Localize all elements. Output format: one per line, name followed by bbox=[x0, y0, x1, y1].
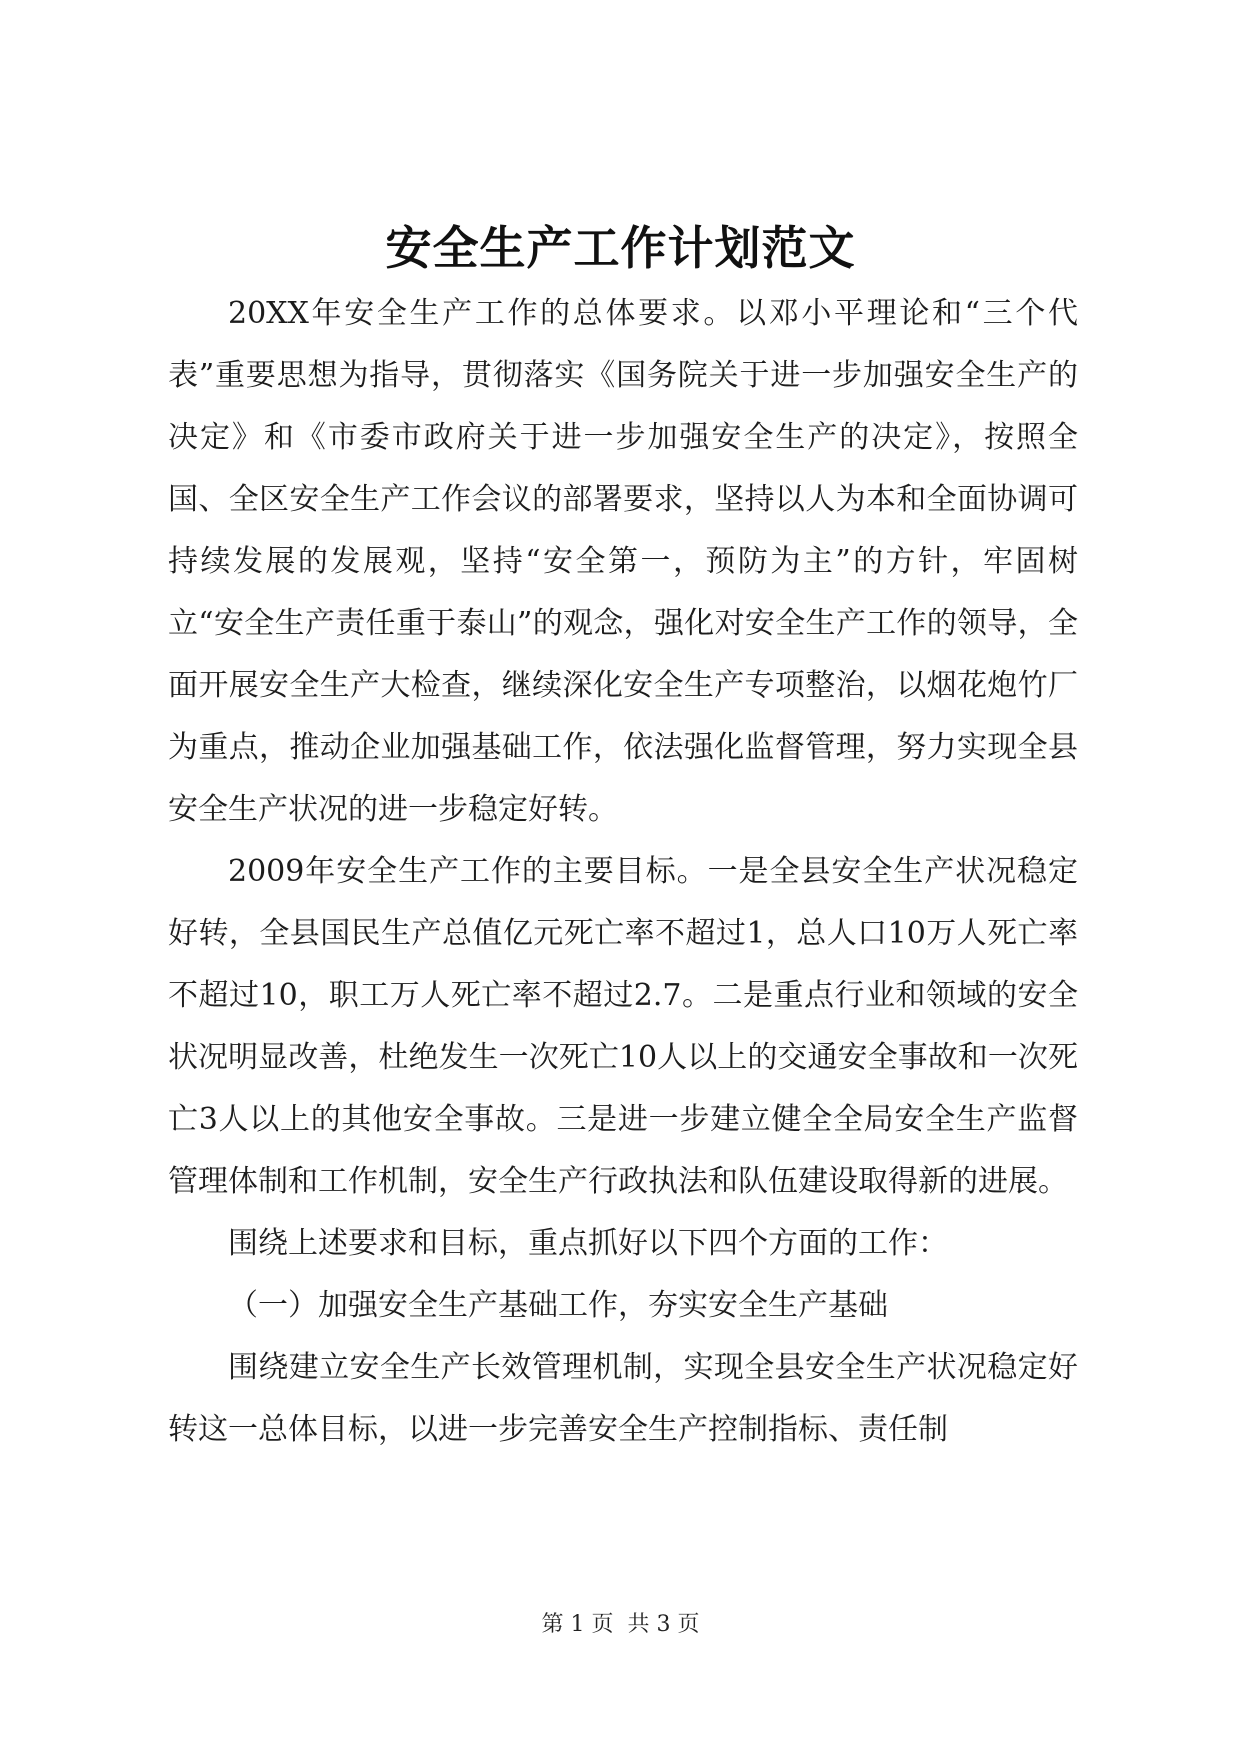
section-heading-one: （一）加强安全生产基础工作，夯实安全生产基础 bbox=[228, 1288, 888, 1323]
document-title: 安全生产工作计划范文 bbox=[385, 221, 856, 275]
paragraph-section-one: 围绕建立安全生产长效管理机制，实现全县安全生产状况稳定好转这一总体目标，以进一步完善安全生产控制指标、责任制 bbox=[168, 1350, 1078, 1447]
paragraph-work-focus: 围绕上述要求和目标，重点抓好以下四个方面的工作： bbox=[228, 1226, 948, 1261]
page-footer bbox=[0, 1610, 1241, 1640]
paragraph-main-targets: 2009年安全生产工作的主要目标。一是全县安全生产状况稳定好转，全县国民生产总值亿元死亡率不超过1，总人口10万人死亡率不超过10，职工万人死亡率不超过2.7。二是重点行业和领域的安全状况明显改善，杜绝发生一次死亡10人以上的交通安全事故和一次死亡3人以上的其他安全事故。三是进一步建立健全全局安全生产监督管理体制和工作机制，安全生产行政执法和队伍建设取得新的进展。 bbox=[168, 854, 1078, 1199]
document-body bbox=[168, 283, 1078, 1461]
page-number-label: 第 1 页 共 3 页 bbox=[541, 1612, 700, 1637]
paragraph-overall-requirements: 20XX年安全生产工作的总体要求。以邓小平理论和“三个代表”重要思想为指导，贯彻落实《国务院关于进一步加强安全生产的决定》和《市委市政府关于进一步加强安全生产的决定》，按照全国、全区安全生产工作会议的部署要求，坚持以人为本和全面协调可持续发展的发展观，坚持“安全第一，预防为主”的方针，牢固树立“安全生产责任重于泰山”的观念，强化对安全生产工作的领导，全面开展安全生产大检查，继续深化安全生产专项整治，以烟花炮竹厂为重点，推动企业加强基础工作，依法强化监督管理，努力实现全县安全生产状况的进一步稳定好转。 bbox=[168, 296, 1078, 827]
